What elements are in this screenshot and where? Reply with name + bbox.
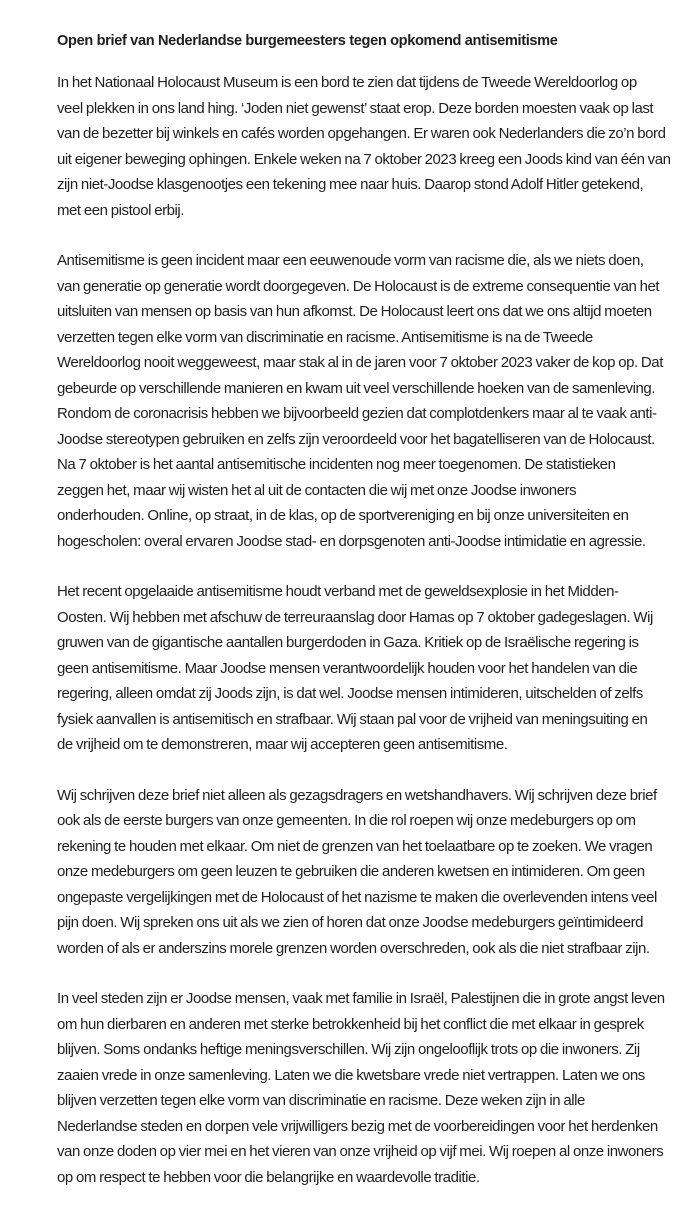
paragraph-5	[57, 986, 665, 1190]
text-line: van de bezetter bij winkels en cafés worden opgehangen. Er waren ook Nederlanders die zo’n bord	[57, 125, 666, 142]
text-line: rekening te houden met elkaar. Om niet de grenzen van het toelaatbare op te zoeken. We vragen	[57, 837, 653, 855]
text-line: zeggen het, maar wij wisten het al uit de contacten die wij met onze Joodse inwoners	[57, 481, 577, 499]
text-line: In het Nationaal Holocaust Museum is een bord te zien dat tijdens de Tweede Wereldoorlog op	[57, 74, 637, 91]
text-line: fysiek aanvallen is antisemitisch en strafbaar. Wij staan pal voor de vrijheid van meningsuiting en	[57, 710, 648, 728]
text-line: met een pistool erbij.	[57, 201, 185, 219]
paragraph-3	[57, 579, 657, 758]
text-line: veel plekken in ons land hing. ‘Joden niet gewenst’ staat erop. Deze borden moesten vaak op last	[57, 99, 654, 117]
paragraph-1	[57, 70, 671, 223]
text-line: onze medeburgers om geen leuzen te gebruiken die anderen kwetsen en intimideren. Om geen	[57, 863, 645, 880]
text-line: gebeurde op verschillende manieren en kwam uit veel verschillende hoeken van de samenleving.	[57, 379, 655, 397]
text-line: zijn niet-Joodse klasgenootjes een tekening mee naar huis. Daarop stond Adolf Hitler getekend,	[57, 176, 644, 193]
text-line: gruwen van de gigantische aantallen burgerdoden in Gaza. Kritiek op de Israëlische regering is	[57, 634, 639, 651]
text-line: Het recent opgelaaide antisemitisme houdt verband met de geweldsexplosie in het Midden-	[57, 583, 619, 600]
text-line: hogescholen: overal ervaren Joodse stad- en dorpsgenoten anti-Joodse intimidatie en agressie.	[57, 532, 646, 550]
text-line: verzetten tegen elke vorm van discriminatie en racisme. Antisemitisme is na de Tweede	[57, 328, 593, 346]
text-line: Wij schrijven deze brief niet alleen als gezagsdragers en wetshandhavers. Wij schrijven deze brief	[57, 786, 657, 804]
text-line: van onze doden op vier mei en het vieren van onze vrijheid op vijf mei. Wij roepen al onze inwoners	[57, 1143, 664, 1160]
text-line: worden of als er anderszins morele grenzen worden overschreden, ook als die niet strafbaar zijn.	[57, 939, 650, 957]
text-line: ongepaste vergelijkingen met de Holocaust of het nazisme te maken die overlevenden intens veel	[57, 888, 657, 906]
text-line: geen antisemitisme. Maar Joodse mensen verantwoordelijk houden voor het handelen van die	[57, 659, 638, 677]
text-line: Wereldoorlog nooit weggeweest, maar stak al in de jaren voor 7 oktober 2023 vaker de kop op. Dat	[57, 354, 663, 371]
text-line: de vrijheid om te demonstreren, maar wij accepteren geen antisemitisme.	[57, 736, 508, 753]
paragraph-4	[57, 783, 657, 962]
text-line: Rondom de coronacrisis hebben we bijvoorbeeld gezien dat complotdenkers maar al te vaak anti-	[57, 405, 657, 422]
text-line: Nederlandse steden en dorpen vele vrijwilligers bezig met de voorbereidingen voor het herdenken	[57, 1117, 658, 1135]
text-line: uit eigener beweging ophingen. Enkele weken na 7 oktober 2023 kreeg een Joods kind van één van	[57, 150, 671, 168]
letter-title: Open brief van Nederlandse burgemeesters tegen opkomend antisemitisme	[57, 33, 558, 49]
text-line: blijven. Soms ondanks heftige meningsverschillen. Wij zijn ongelooflijk trots op die inwoners. Zij	[57, 1041, 640, 1058]
text-line: Antisemitisme is geen incident maar een eeuwenoude vorm van racisme die, als we niets doen,	[57, 252, 644, 269]
text-line: om hun dierbaren en anderen met sterke betrokkenheid bij het conflict die met elkaar in gesprek	[57, 1015, 644, 1033]
text-line: van generatie op generatie wordt doorgegeven. De Holocaust is de extreme consequentie van het	[57, 277, 660, 295]
text-line: Oosten. Wij hebben met afschuw de terreuraanslag door Hamas op 7 oktober gadegeslagen. Wij	[57, 608, 653, 626]
text-line: Joodse stereotypen gebruiken en zelfs zijn veroordeeld voor het bagatelliseren van de Holocaust.	[57, 430, 655, 448]
text-line: uitsluiten van mensen op basis van hun afkomst. De Holocaust leert ons dat we ons altijd moeten	[57, 303, 652, 320]
letter-page	[57, 30, 671, 1215]
text-line: zaaien vrede in onze samenleving. Laten we die kwetsbare vrede niet vertrappen. Laten we ons	[57, 1066, 645, 1084]
text-line: blijven verzetten tegen elke vorm van discriminatie en racisme. Deze weken zijn in alle	[57, 1092, 585, 1109]
text-line: In veel steden zijn er Joodse mensen, vaak met familie in Israël, Palestijnen die in grote angst leven	[57, 990, 665, 1007]
text-line: pijn doen. Wij spreken ons uit als we zien of horen dat onze Joodse medeburgers geïntimideerd	[57, 914, 644, 931]
text-line: Na 7 oktober is het aantal antisemitische incidenten nog meer toegenomen. De statistieken	[57, 456, 616, 473]
paragraph-2	[57, 248, 663, 554]
text-line: op om respect te hebben voor die belangrijke en waardevolle traditie.	[57, 1168, 480, 1186]
text-line: onderhouden. Online, op straat, in de klas, op de sportvereniging en bij onze universiteiten en	[57, 507, 629, 524]
text-line: ook als de eerste burgers van onze gemeenten. In die rol roepen wij onze medeburgers op om	[57, 812, 636, 829]
text-line: regering, alleen omdat zij Joods zijn, is dat wel. Joodse mensen intimideren, uitschelden of zelfs	[57, 685, 643, 702]
